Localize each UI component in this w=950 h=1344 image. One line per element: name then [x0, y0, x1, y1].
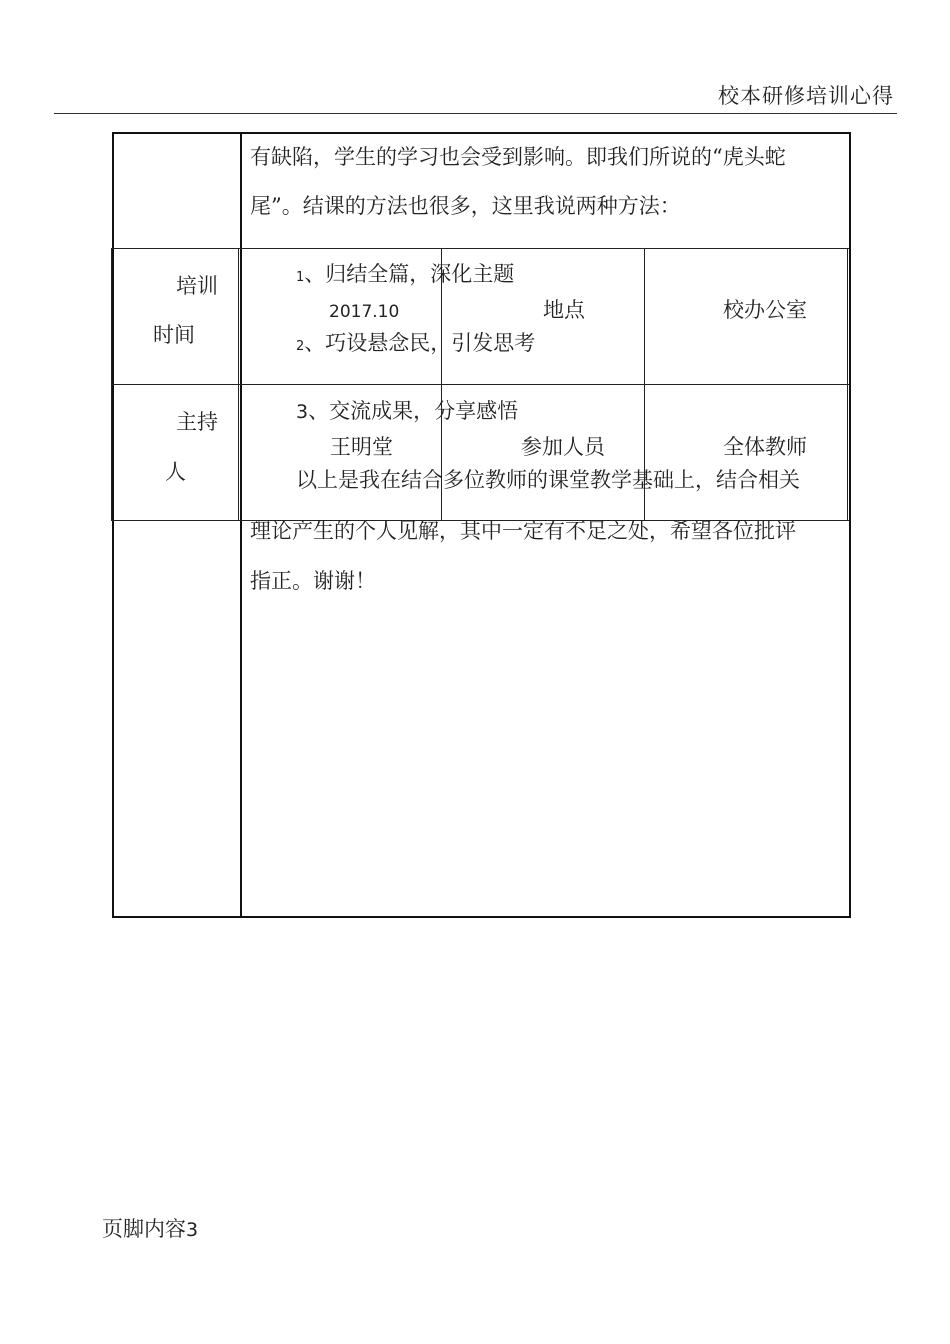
host-label-part1: 主持: [176, 410, 218, 434]
conclusion-line-1: 以上是我在结合多位教师的课堂教学基础上，结合相关: [296, 468, 800, 492]
info-table-row-divider: [111, 384, 849, 385]
content-frame-divider: [240, 132, 242, 918]
list-item-2-text: 、巧设悬念民，引发思考: [304, 331, 536, 355]
list-item-1-number: 1: [296, 270, 305, 285]
list-item-1: [296, 262, 514, 287]
location-label: 地点: [543, 298, 585, 322]
list-item-1-text: 、归结全篇，深化主题: [304, 262, 515, 286]
host-label-part2: 人: [165, 460, 186, 484]
training-time-value: 2017.10: [329, 302, 400, 322]
info-table-top-border: [111, 248, 849, 249]
location-value: 校办公室: [723, 298, 807, 322]
conclusion-line-2: 理论产生的个人见解，其中一定有不足之处，希望各位批评: [250, 519, 796, 543]
info-table-right-border: [847, 248, 848, 521]
list-item-2-number: 2: [296, 339, 305, 354]
footer-text: 页脚内容: [102, 1217, 186, 1241]
footer-page-number: 3: [186, 1219, 199, 1241]
training-time-label-part2: 时间: [153, 323, 195, 347]
participants-value: 全体教师: [723, 435, 807, 459]
page-header-title: 校本研修培训心得: [718, 84, 894, 108]
list-item-2: [296, 331, 535, 356]
list-item-3: [296, 399, 518, 424]
host-value: 王明堂: [330, 435, 393, 459]
training-time-label-part1: 培训: [176, 274, 218, 298]
conclusion-line-3: 指正。谢谢！: [250, 569, 376, 593]
info-table-col-divider-1: [238, 248, 239, 521]
list-item-3-text: 、交流成果，分享感悟: [308, 399, 519, 423]
participants-label: 参加人员: [521, 435, 605, 459]
body-text-line-2: 尾”。结课的方法也很多，这里我说两种方法：: [250, 194, 681, 218]
page-footer: [102, 1213, 198, 1243]
body-text-line-1: 有缺陷，学生的学习也会受到影响。即我们所说的“虎头蛇: [250, 145, 786, 169]
list-item-3-number: 3: [296, 401, 309, 423]
header-rule: [54, 113, 897, 114]
info-table-left-border: [111, 248, 112, 521]
